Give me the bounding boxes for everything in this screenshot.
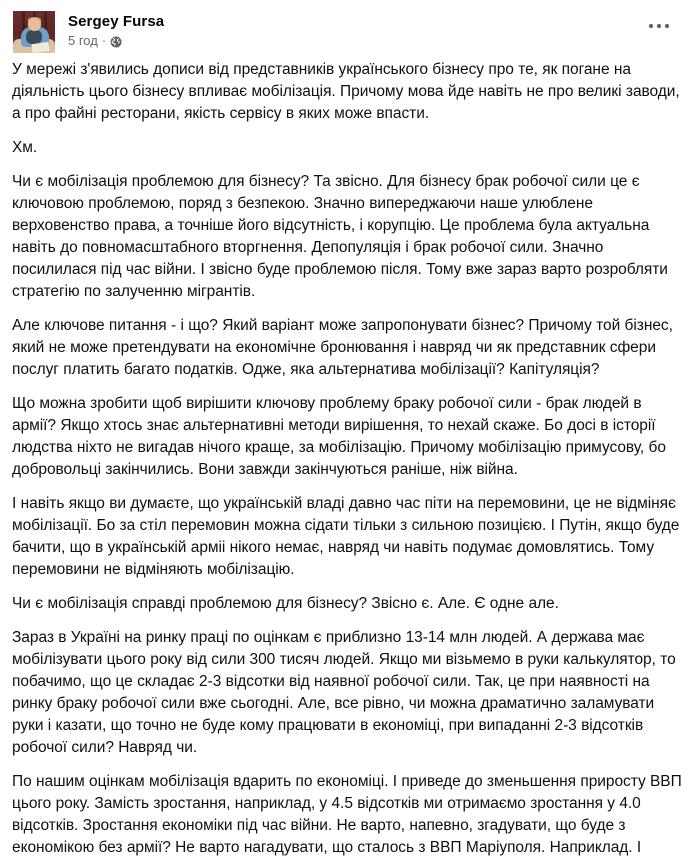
post-meta [68, 33, 164, 49]
dot-1 [649, 24, 653, 28]
post-paragraph: Чи є мобілізація справді проблемою для бізнесу? Звісно є. Але. Є одне але. [12, 595, 559, 612]
globe-icon[interactable] [110, 35, 122, 47]
dot-2 [657, 24, 661, 28]
dot-3 [665, 24, 669, 28]
post-paragraph: Але ключове питання - і що? Який варіант може запропонувати бізнес? Причому той бізнес, який не може претендувати на економічне бронювання і навряд чи як представник сфери послуг платить багато податків. Одже, яка альтернатива мобілізації? Капітуляція? [12, 317, 673, 378]
post-paragraph: У мережі з'явились дописи від представників українського бізнесу про те, як погане на діяльність цього бізнесу впливає мобілізація. Причому мова йде навіть не про великі заводи, а про файні ресторани, якість сервісу в яких може впасти. [12, 61, 680, 122]
post-header [0, 0, 695, 56]
post-paragraph: І навіть якщо ви думаєте, що українській владі давно час піти на перемовини, це не відміняє мобілізації. Бо за стіл перемовин можна сідати тільки з сильною позицією. І Путін, якщо буде бачити, що в українській арміі нікого немає, навряд чи навіть подумає домовлятись. Тому перемовини не відміняють мобілізацію. [12, 495, 680, 578]
post-paragraph: Що можна зробити щоб вирішити ключову проблему браку робочої сили - брак людей в армії? Якщо хтось знає альтернативні методи вирішення, то нехай скаже. Бо досі в історії людства ніхто не вигадав нічого краще, за мобілізацію. Причому мобілізацію примусову, бо добровольці закінчились. Вони завжди закінчуються раніше, ніж війна. [12, 395, 666, 478]
post-timestamp[interactable]: 5 год [68, 33, 98, 48]
author-name[interactable]: Sergey Fursa [68, 13, 165, 30]
post-body [0, 56, 695, 859]
post-paragraph: Зараз в Україні на ринку праці по оцінкам є приблизно 13-14 млн людей. А держава має мобілізувати цього року від сили 300 тисяч людей. Якщо ми візьмемо в руки калькулятор, то побачимо, що це складає 2-3 відсотки від наявної робочої сили. Так, це при наявності на ринку браку робочої сили вже сьогодні. Але, все рівно, чи можна драматично заламувати руки і казати, що точно не буде кому працювати в економіці, при випаданні 2-3 відсотків робочої сили? Навряд чи. [12, 629, 676, 756]
avatar-image [13, 11, 55, 53]
avatar[interactable] [13, 11, 55, 53]
post-paragraph: Хм. [12, 139, 38, 156]
post-paragraph: По нашим оцінкам мобілізація вдарить по економіці. І приведе до зменьшення приросту ВВП цього року. Замість зростання, наприклад, у 4.5 відсотків ми отримаємо зростання у 4.0 відсотків. Зростання економіки під час війни. Не варто, напевно, згадувати, що буде з економікою без арміï? Не варто нагадувати, що сталось з ВВП Маріуполя. Наприклад. І [12, 773, 682, 856]
more-options-icon[interactable] [643, 18, 675, 34]
author-info [68, 11, 164, 49]
post-paragraph: Чи є мобілізація проблемою для бізнесу? Та звісно. Для бізнесу брак робочої сили це є ключовою проблемою, поряд з безпекою. Значно випереджаючи наше улюблене верховенство права, а точніше його відсутність, і корупцію. Це проблема була актуальна навіть до повномасштабного вторгнення. Депопуляція і брак робочої сили. Значно посилилася під час війни. І звісно буде проблемою після. Тому вже зараз варто розробляти стратегію по залученню мігрантів. [12, 173, 668, 300]
meta-separator: · [101, 33, 107, 48]
